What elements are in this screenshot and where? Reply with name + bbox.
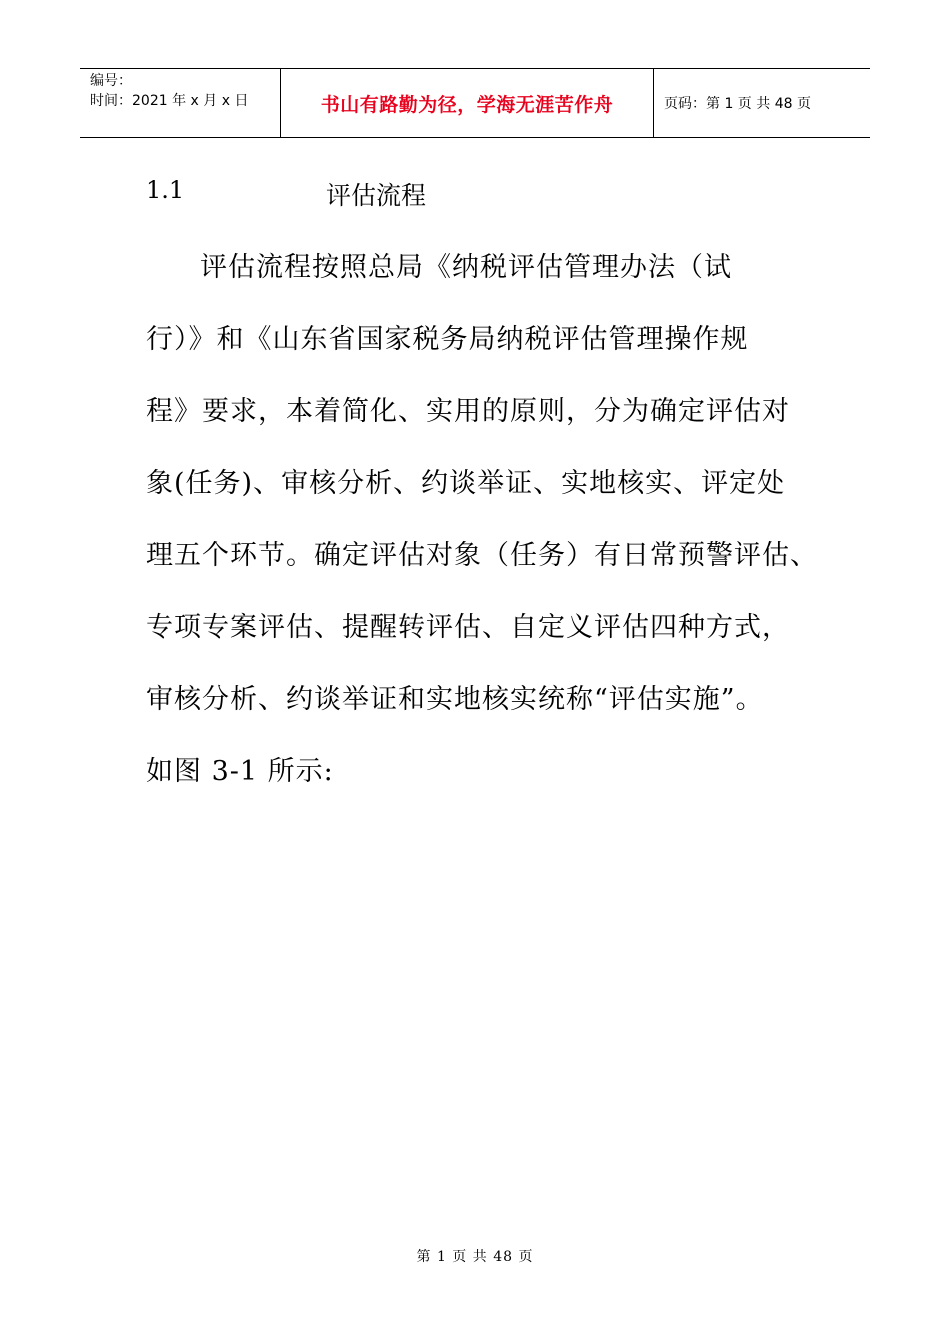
body-line: 行）》和《山东省国家税务局纳税评估管理操作规 — [146, 324, 749, 355]
page-header — [80, 68, 870, 138]
body-line: 专项专案评估、提醒转评估、自定义评估四种方式， — [146, 612, 790, 643]
body-line: 如图 3-1 所示: — [146, 756, 334, 787]
section-title: 评估流程 — [326, 181, 427, 210]
body-line: 象(任务)、审核分析、约谈举证、实地核实、评定处 — [146, 468, 786, 499]
header-meta — [80, 69, 280, 137]
page-footer: 第 1 页 共 48 页 — [416, 1249, 534, 1265]
body-line: 审核分析、约谈举证和实地核实统称“评估实施”。 — [146, 684, 764, 715]
header-page-label: 页码：第 1 页 共 48 页 — [664, 96, 811, 112]
body-line: 评估流程按照总局《纳税评估管理办法（试 — [200, 252, 732, 283]
body-line: 理五个环节。确定评估对象（任务）有日常预警评估、 — [146, 540, 818, 571]
body-paragraph — [146, 232, 826, 808]
header-motto: 书山有路勤为径，学海无涯苦作舟 — [280, 69, 654, 137]
document-number-label: 编号： — [90, 73, 132, 89]
body-line: 程》要求，本着简化、实用的原则，分为确定评估对 — [146, 396, 790, 427]
document-time-label: 时间：2021 年 x 月 x 日 — [90, 93, 249, 109]
section-number: 1.1 — [146, 176, 185, 204]
